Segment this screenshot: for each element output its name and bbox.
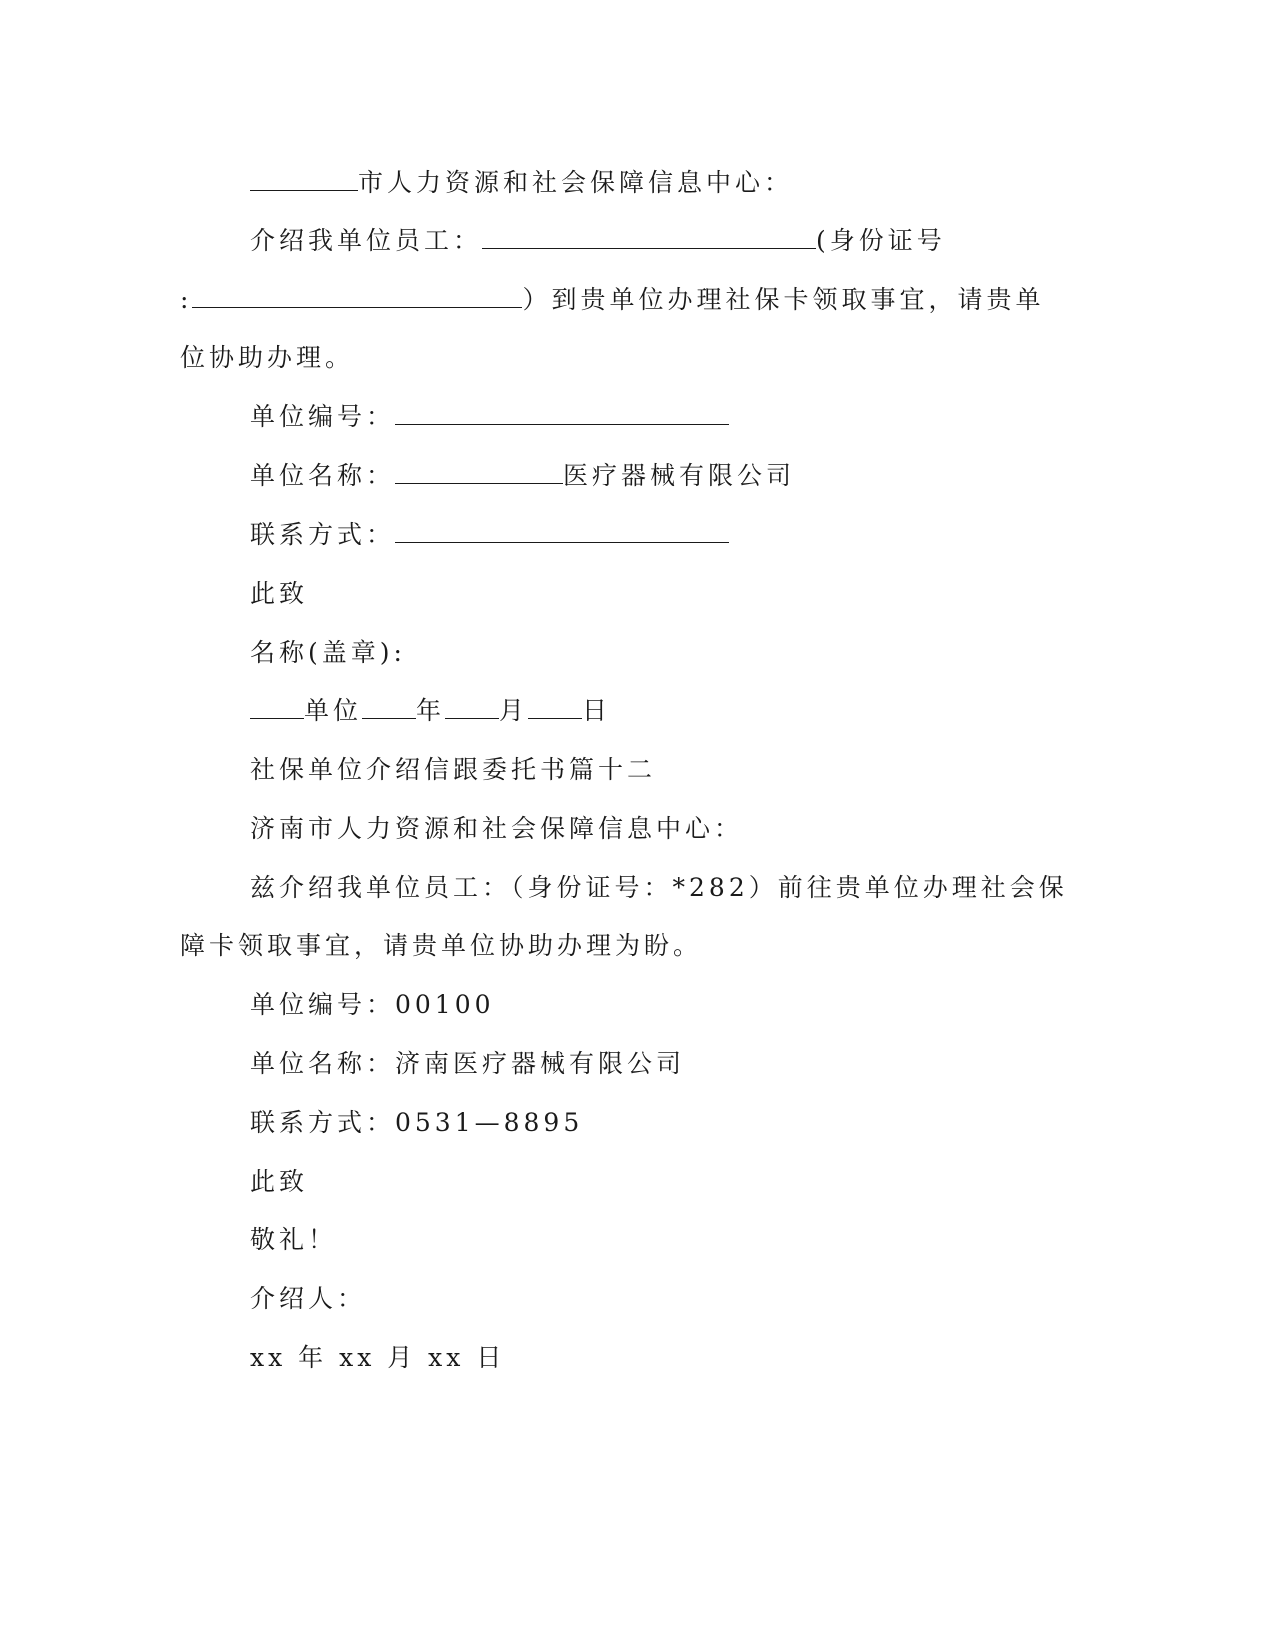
date-unit: 单位 <box>304 696 363 725</box>
contact-label: 联系方式： <box>250 520 396 549</box>
introducer-2: 介绍人： <box>250 1284 367 1313</box>
signature-line: 名称(盖章): <box>250 638 406 667</box>
addressee-line <box>250 166 793 200</box>
closing-2: 此致 <box>250 1167 309 1196</box>
contact-2: 联系方式：0531—8895 <box>250 1108 584 1137</box>
intro-2-line-2: 障卡领取事宜，请贵单位协助办理为盼。 <box>180 931 703 960</box>
closing-line: 此致 <box>250 579 309 608</box>
employee-name-blank <box>482 224 816 249</box>
id-open: (身份证号 <box>816 226 946 255</box>
unit-number-blank <box>395 400 729 425</box>
date-year: 年 <box>416 696 446 725</box>
intro-line-1 <box>250 224 946 258</box>
intro-2-line-1: 兹介绍我单位员工：（身份证号：*282）前往贵单位办理社会保 <box>250 873 1068 902</box>
unit-name-label: 单位名称： <box>250 461 396 490</box>
unit-name-2: 单位名称：济南医疗器械有限公司 <box>250 1049 686 1078</box>
id-colon: : <box>180 285 193 314</box>
month-blank <box>445 694 499 719</box>
unit-name-line <box>250 459 795 493</box>
addressee-2: 济南市人力资源和社会保障信息中心： <box>250 814 744 843</box>
unit-name-blank <box>395 459 563 484</box>
unit-number-2: 单位编号：00100 <box>250 990 495 1019</box>
unit-number-line <box>250 400 729 434</box>
unit-name-suffix: 医疗器械有限公司 <box>563 461 796 490</box>
section-heading: 社保单位介绍信跟委托书篇十二 <box>250 755 657 784</box>
intro-prefix: 介绍我单位员工： <box>250 226 483 255</box>
date-month: 月 <box>499 696 529 725</box>
intro-line-3: 位协助办理。 <box>180 343 355 372</box>
unit-number-label: 单位编号： <box>250 402 396 431</box>
date-day: 日 <box>582 696 612 725</box>
city-blank <box>250 166 358 191</box>
contact-blank <box>395 518 729 543</box>
date-2: xx 年 xx 月 xx 日 <box>250 1343 506 1372</box>
id-number-blank <box>192 283 522 308</box>
year-blank <box>362 694 416 719</box>
salute-2: 敬礼！ <box>250 1225 338 1254</box>
unit-blank <box>250 694 304 719</box>
contact-line <box>250 518 729 552</box>
date-line <box>250 694 611 728</box>
day-blank <box>528 694 582 719</box>
addressee-suffix: 市人力资源和社会保障信息中心： <box>358 168 794 197</box>
intro-rest: ）到贵单位办理社保卡领取事宜，请贵单 <box>522 285 1045 314</box>
intro-line-2 <box>180 283 1044 317</box>
